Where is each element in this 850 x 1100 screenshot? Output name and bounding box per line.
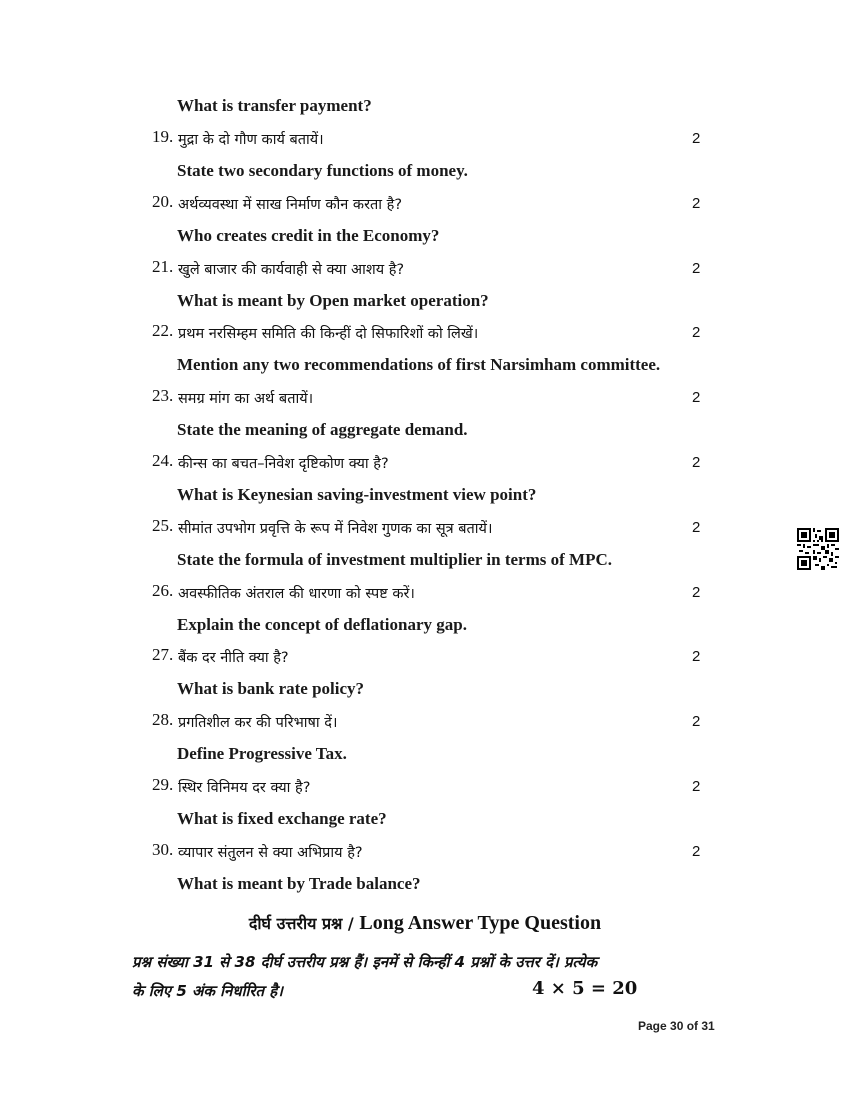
question-number: 26. [152,580,174,600]
question-english: State two secondary functions of money. [177,161,468,180]
question-18-english: What is transfer payment? [177,96,372,115]
question-hindi: अर्थव्यवस्था में साख निर्माण कौन करता है? [178,196,403,213]
qr-code-icon [797,528,839,570]
question-marks: 2 [692,518,701,536]
question-english: What is Keynesian saving-investment view point? [177,485,537,504]
instruction-line-2: के लिए 5 अंक निर्धारित है। [132,982,283,1000]
question-number: 29. [152,775,174,794]
question-number: 24. [152,451,174,470]
question-number: 21. [152,256,174,276]
question-marks: 2 [692,194,701,212]
question-hindi: अवस्फीतिक अंतराल की धारणा को स्पष्ट करें। [178,585,415,602]
question-marks: 2 [692,130,701,147]
section-heading-hindi: दीर्घ उत्तरीय प्रश्न / [248,914,360,933]
question-marks: 2 [692,842,701,860]
question-hindi: खुले बाजार की कार्यवाही से क्या आशय है? [178,261,405,278]
question-hindi: मुद्रा के दो गौण कार्य बतायें। [178,132,324,148]
question-marks: 2 [692,454,701,471]
question-hindi: स्थिर विनिमय दर क्या है? [178,780,311,796]
section-heading-english: Long Answer Type Question [359,912,602,934]
question-marks: 2 [692,583,701,601]
question-english: What is meant by Open market operation? [177,290,489,310]
page-number: Page 30 of 31 [638,1019,715,1033]
instruction-line-1: प्रश्न संख्या 31 से 38 दीर्घ उत्तरीय प्रश्न हैं। इनमें से किन्हीं 4 प्रश्नों के उत्तर दें। प्रत्येक [132,953,598,971]
question-english: Mention any two recommendations of first Narsimham committee. [177,355,661,375]
question-english: State the formula of investment multiplier in terms of MPC. [177,549,612,569]
question-hindi: सीमांत उपभोग प्रवृत्ति के रूप में निवेश गुणक का सूत्र बतायें। [178,520,493,537]
question-number: 22. [152,321,174,341]
question-hindi: व्यापार संतुलन से क्या अभिप्राय है? [178,844,363,861]
question-english: Who creates credit in the Economy? [177,225,440,245]
question-marks: 2 [692,259,701,277]
question-number: 19. [152,127,174,146]
question-marks: 2 [692,648,701,666]
question-english: What is meant by Trade balance? [177,873,421,893]
question-number: 20. [152,191,174,211]
section-heading [0,912,850,935]
question-english: What is bank rate policy? [177,679,365,699]
question-hindi: प्रथम नरसिम्हम समिति की किन्हीं दो सिफारिशों को लिखें। [178,326,479,343]
question-hindi: कीन्स का बचत–निवेश दृष्टिकोण क्या है? [178,456,389,472]
question-english: What is fixed exchange rate? [177,809,387,828]
question-hindi: समग्र मांग का अर्थ बतायें। [178,391,314,408]
question-english: Define Progressive Tax. [177,744,347,764]
question-english: State the meaning of aggregate demand. [177,420,468,440]
question-marks: 2 [692,713,701,731]
marks-formula: 4 × 5 = 20 [532,978,638,999]
question-english: Explain the concept of deflationary gap. [177,614,467,634]
question-number: 30. [152,839,174,859]
question-marks: 2 [692,324,701,342]
question-hindi: प्रगतिशील कर की परिभाषा दें। [178,715,338,732]
question-number: 28. [152,710,174,730]
question-hindi: बैंक दर नीति क्या है? [178,650,289,667]
question-number: 23. [152,386,174,406]
question-marks: 2 [692,778,701,795]
question-marks: 2 [692,389,701,407]
question-number: 27. [152,645,174,665]
question-number: 25. [152,515,174,535]
